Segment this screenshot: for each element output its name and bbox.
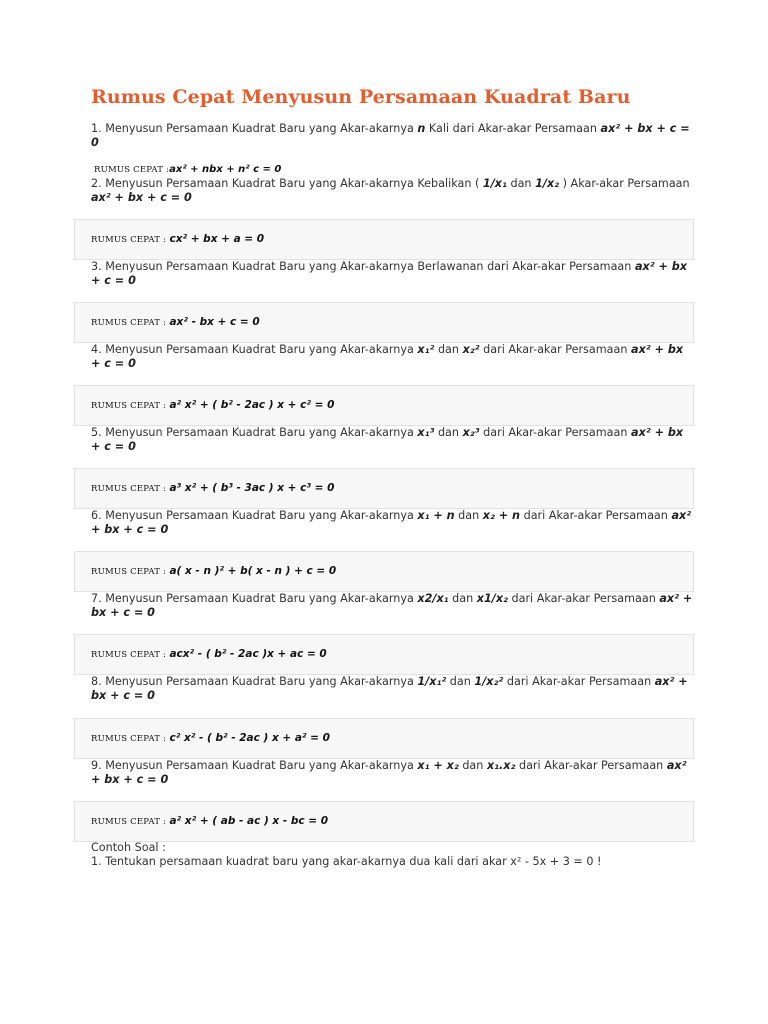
- item-7-text: [91, 592, 694, 620]
- item-8-root-2: 1/x₂²: [474, 675, 504, 688]
- item-6-root-2: x₂ + n: [482, 509, 521, 522]
- rumus-cepat-box: [74, 634, 694, 675]
- item-7-text-c: dari Akar-akar Persamaan: [507, 592, 660, 605]
- item-8-text-a: 8. Menyusun Persamaan Kuadrat Baru yang Akar-akarnya: [91, 675, 418, 688]
- item-7-root-2: x1/x₂: [476, 592, 508, 605]
- rumus-cepat-line: [91, 648, 327, 660]
- item-7-root-1: x2/x₁: [417, 592, 449, 605]
- item-6-text-a: 6. Menyusun Persamaan Kuadrat Baru yang Akar-akarnya: [91, 509, 418, 522]
- rumus-cepat-formula: a( x - n )² + b( x - n ) + c = 0: [169, 565, 337, 577]
- item-1-text: [91, 122, 694, 150]
- rumus-cepat-formula: a² x² + ( b² - 2ac ) x + c² = 0: [169, 399, 335, 411]
- item-1-formula: [94, 164, 281, 175]
- item-9-equation: ax² + bx + c = 0: [91, 759, 687, 786]
- rumus-cepat-label: RUMUS CEPAT :: [91, 817, 167, 827]
- rumus-cepat-line: [91, 565, 336, 577]
- item-2-equation: ax² + bx + c = 0: [91, 191, 192, 204]
- item-4-text: [91, 343, 694, 371]
- article-title: Rumus Cepat Menyusun Persamaan Kuadrat Baru: [91, 86, 631, 108]
- item-8-text: [91, 675, 694, 703]
- item-4-root-1: x₁²: [417, 343, 435, 356]
- item-3-equation: ax² + bx + c = 0: [91, 260, 687, 287]
- item-1-equation: ax² + bx + c = 0: [91, 122, 690, 149]
- item-8-text-c: dari Akar-akar Persamaan: [503, 675, 655, 688]
- rumus-cepat-box: [74, 385, 694, 426]
- rumus-cepat-label: RUMUS CEPAT :: [91, 235, 167, 245]
- rumus-cepat-line: [91, 815, 328, 827]
- item-5-root-2: x₂³: [462, 426, 480, 439]
- rumus-cepat-label: RUMUS CEPAT :: [91, 734, 167, 744]
- rumus-cepat-box: [74, 551, 694, 592]
- item-3-text: [91, 260, 694, 288]
- rumus-cepat-label: RUMUS CEPAT :: [91, 318, 167, 328]
- item-9-text-a: 9. Menyusun Persamaan Kuadrat Baru yang Akar-akarnya: [91, 759, 418, 772]
- rumus-cepat-box: [74, 801, 694, 842]
- rumus-cepat-box: [74, 302, 694, 343]
- rumus-cepat-formula: a³ x² + ( b³ - 3ac ) x + c³ = 0: [169, 482, 335, 494]
- item-5-text-c: dari Akar-akar Persamaan: [479, 426, 632, 439]
- rumus-cepat-line: [91, 732, 330, 744]
- item-6-root-1: x₁ + n: [417, 509, 455, 522]
- item-9-root-2: x₁.x₂: [486, 759, 516, 772]
- rumus-cepat-line: [91, 233, 264, 245]
- rumus-cepat-label: RUMUS CEPAT :: [91, 567, 167, 577]
- example-heading: Contoh Soal :: [91, 841, 166, 854]
- item-9-text-b: dan: [458, 759, 487, 772]
- rumus-cepat-line: [91, 399, 334, 411]
- item-1-text-a: 1. Menyusun Persamaan Kuadrat Baru yang Akar-akarnya: [91, 122, 418, 135]
- item-9-text: [91, 759, 694, 787]
- rumus-cepat-label: RUMUS CEPAT :: [91, 401, 167, 411]
- rumus-cepat-box: [74, 219, 694, 260]
- rumus-cepat-label: RUMUS CEPAT :: [91, 650, 167, 660]
- item-1-n: n: [417, 122, 426, 135]
- item-8-equation: ax² + bx + c = 0: [91, 675, 688, 702]
- item-2-root-1: 1/x₁: [482, 177, 507, 190]
- rumus-cepat-label: RUMUS CEPAT :: [91, 484, 167, 494]
- rumus-cepat-line: [91, 482, 334, 494]
- item-6-text: [91, 509, 694, 537]
- item-5-text: [91, 426, 694, 454]
- item-5-root-1: x₁³: [417, 426, 435, 439]
- item-9-root-1: x₁ + x₂: [417, 759, 459, 772]
- rumus-cepat-formula: cx² + bx + a = 0: [169, 233, 265, 245]
- item-2-text-c: ) Akar-akar Persamaan: [559, 177, 690, 190]
- item-6-text-c: dari Akar-akar Persamaan: [520, 509, 672, 522]
- rumus-cepat-line: [91, 316, 260, 328]
- item-2-text-b: dan: [506, 177, 536, 190]
- item-7-text-a: 7. Menyusun Persamaan Kuadrat Baru yang Akar-akarnya: [91, 592, 418, 605]
- item-1-text-b: Kali dari Akar-akar Persamaan: [425, 122, 601, 135]
- item-4-text-b: dan: [434, 343, 463, 356]
- item-9-text-c: dari Akar-akar Persamaan: [515, 759, 667, 772]
- item-7-equation: ax² + bx + c = 0: [91, 592, 693, 619]
- item-2-text-a: 2. Menyusun Persamaan Kuadrat Baru yang Akar-akarnya Kebalikan (: [91, 177, 483, 190]
- item-8-text-b: dan: [446, 675, 475, 688]
- item-3-text-a: 3. Menyusun Persamaan Kuadrat Baru yang Akar-akarnya Berlawanan dari Akar-akar Persamaan: [91, 260, 635, 273]
- item-7-text-b: dan: [448, 592, 477, 605]
- rumus-cepat-label: RUMUS CEPAT :: [94, 165, 170, 175]
- rumus-cepat-box: [74, 468, 694, 509]
- example-item-1: 1. Tentukan persamaan kuadrat baru yang akar-akarnya dua kali dari akar x² - 5x + 3 = 0 !: [91, 855, 602, 868]
- item-5-text-a: 5. Menyusun Persamaan Kuadrat Baru yang Akar-akarnya: [91, 426, 418, 439]
- item-6-equation: ax² + bx + c = 0: [91, 509, 692, 536]
- item-2-text: [91, 177, 694, 205]
- rumus-cepat-box: [74, 718, 694, 759]
- rumus-cepat-formula: ax² - bx + c = 0: [169, 316, 260, 328]
- rumus-cepat-formula: ax² + nbx + n² c = 0: [169, 164, 282, 175]
- item-5-text-b: dan: [434, 426, 463, 439]
- item-2-root-2: 1/x₂: [535, 177, 560, 190]
- item-8-root-1: 1/x₁²: [417, 675, 447, 688]
- item-4-root-2: x₂²: [462, 343, 480, 356]
- item-6-text-b: dan: [454, 509, 483, 522]
- rumus-cepat-formula: a² x² + ( ab - ac ) x - bc = 0: [169, 815, 329, 827]
- item-4-text-c: dari Akar-akar Persamaan: [479, 343, 632, 356]
- item-5-equation: ax² + bx + c = 0: [91, 426, 684, 453]
- item-4-equation: ax² + bx + c = 0: [91, 343, 684, 370]
- rumus-cepat-formula: acx² - ( b² - 2ac )x + ac = 0: [169, 648, 327, 660]
- item-4-text-a: 4. Menyusun Persamaan Kuadrat Baru yang Akar-akarnya: [91, 343, 418, 356]
- rumus-cepat-formula: c² x² - ( b² - 2ac ) x + a² = 0: [169, 732, 330, 744]
